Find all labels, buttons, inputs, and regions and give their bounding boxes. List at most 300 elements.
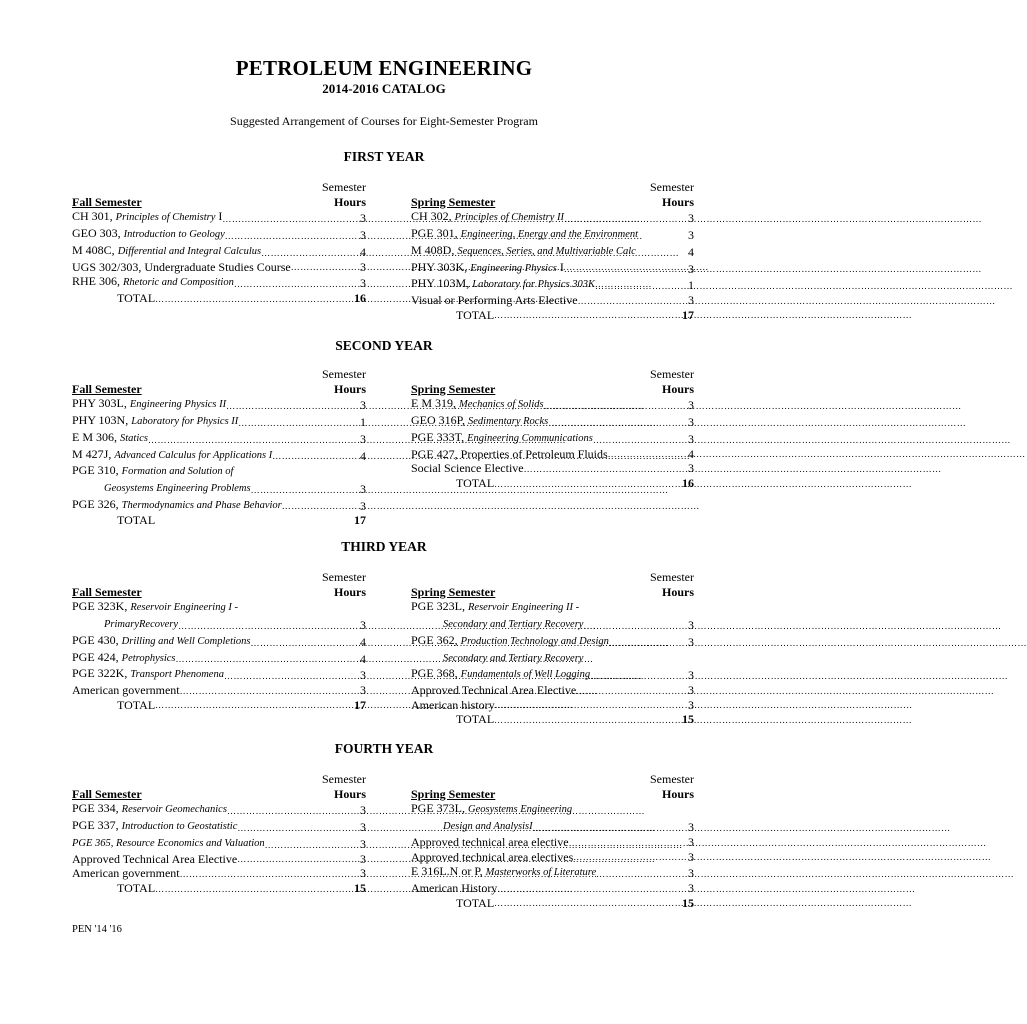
dot-leader: [261, 247, 360, 260]
course-label: [443, 650, 583, 667]
course-code: PGE 310,: [72, 463, 119, 478]
course-hours: 3: [360, 803, 366, 818]
course-label: [72, 226, 225, 243]
course-label: [72, 633, 251, 650]
course-row: [72, 835, 366, 852]
dot-leader: [593, 434, 688, 447]
dot-leader: [564, 263, 688, 276]
course-label: [72, 497, 282, 514]
course-name: Reservoir Engineering I -: [130, 602, 238, 614]
course-code: M 408C,: [72, 242, 115, 257]
course-row: [72, 480, 366, 497]
course-code: GEO 316P,: [411, 413, 466, 428]
course-row: [411, 633, 694, 650]
hours-header-label: Hours: [661, 381, 694, 396]
semester-title-row: [411, 382, 694, 397]
dot-leader: [494, 478, 682, 491]
course-hours: 3: [360, 820, 366, 835]
course-name: Differential and Integral Calculus: [117, 245, 262, 257]
dot-leader: [225, 230, 360, 243]
course-row: [72, 463, 366, 480]
course-label: [411, 835, 569, 850]
dot-leader: [272, 450, 360, 463]
course-name: Design and AnalysisI: [443, 821, 533, 833]
course-hours: 3: [688, 849, 694, 864]
course-name: Thermodynamics and Phase Behavior: [121, 499, 282, 511]
course-name: Secondary and Tertiary Recovery: [443, 652, 584, 664]
dot-leader: [495, 699, 688, 712]
total-row: [72, 698, 366, 713]
dot-leader: [148, 434, 360, 447]
semester-name: Spring Semester: [411, 584, 496, 599]
course-name: PGE 365, Resource Economics and Valuation: [72, 837, 265, 849]
course-label: [72, 666, 224, 683]
course-row: [72, 599, 366, 616]
course-label: [72, 260, 291, 275]
course-hours: 3: [360, 431, 366, 446]
course-label: [104, 480, 251, 497]
dot-leader: [576, 685, 688, 698]
course-code: PGE 334,: [72, 801, 119, 816]
semester-title-row: [411, 585, 694, 600]
year-heading: FIRST YEAR: [343, 149, 425, 164]
course-hours: 3: [688, 211, 694, 226]
course-name: Laboratory for Physics 303K: [472, 279, 596, 291]
course-row: [411, 396, 694, 413]
course-label: [72, 209, 222, 226]
course-code: American History: [411, 880, 498, 895]
total-hours: 17: [682, 307, 694, 322]
course-suffix: I: [556, 259, 564, 274]
dot-leader: [494, 897, 682, 910]
course-hours: 3: [688, 880, 694, 895]
course-name: Drilling and Well Completions: [121, 635, 251, 647]
course-label: [72, 835, 265, 852]
total-row: [72, 881, 366, 896]
course-row: [411, 293, 694, 308]
course-label: [411, 698, 495, 713]
spring-semester-column: [411, 180, 694, 322]
course-code: PGE 337,: [72, 818, 119, 833]
course-code: American history: [411, 697, 495, 712]
course-row: [72, 866, 366, 881]
total-label: TOTAL: [456, 895, 495, 910]
course-code: American government: [72, 866, 180, 881]
course-row: [72, 683, 366, 698]
semester-title-row: [411, 195, 694, 210]
course-name: Laboratory for Physics II: [131, 416, 239, 428]
total-label: TOTAL: [117, 880, 156, 895]
course-row: [72, 274, 366, 291]
dot-leader: [533, 822, 688, 835]
course-row: [72, 633, 366, 650]
course-row: [411, 835, 694, 850]
course-code: PGE 301,: [411, 226, 458, 241]
dot-leader: [226, 400, 360, 413]
course-row: [411, 413, 694, 430]
course-label: [72, 274, 234, 291]
page-title: PETROLEUM ENGINEERING: [235, 56, 533, 80]
course-name: Sedimentary Rocks: [468, 416, 549, 428]
course-code: PGE 326,: [72, 496, 119, 511]
year-heading: FOURTH YEAR: [334, 741, 434, 756]
course-name: Engineering Physics II: [129, 399, 227, 411]
dot-leader: [573, 851, 688, 864]
course-row: [411, 698, 694, 713]
course-code: PGE 323K,: [72, 599, 128, 614]
dot-leader: [237, 853, 360, 866]
course-name: Sequences, Series, and Multivariable Calc: [457, 245, 636, 257]
course-code: CH 302,: [411, 209, 452, 224]
course-code: CH 301,: [72, 209, 113, 224]
semester-title-row: [72, 195, 366, 210]
course-hours: 3: [688, 866, 694, 881]
course-code: Approved Technical Area Elective: [411, 682, 577, 697]
course-hours: 1: [360, 415, 366, 430]
dot-leader: [176, 653, 360, 666]
course-label: [104, 616, 178, 633]
course-name: Principles of Chemistry II: [454, 212, 565, 224]
course-hours: 3: [360, 228, 366, 243]
course-code: E M 319,: [411, 396, 456, 411]
course-row: [72, 430, 366, 447]
course-hours: 3: [688, 634, 694, 649]
program-intro: Suggested Arrangement of Courses for Eight-Semester Program: [230, 114, 538, 128]
course-hours: 3: [360, 211, 366, 226]
dot-leader: [180, 685, 360, 698]
course-code: PGE 323L,: [411, 599, 465, 614]
course-hours: 3: [688, 461, 694, 476]
semester-name: Spring Semester: [411, 381, 496, 396]
course-hours: 3: [688, 668, 694, 683]
course-name: Formation and Solution of: [121, 466, 234, 478]
semester-name: Spring Semester: [411, 194, 496, 209]
dot-leader: [222, 213, 360, 226]
course-name: Geosystems Engineering Problems: [104, 482, 251, 494]
course-row: [411, 260, 694, 277]
course-row: [72, 852, 366, 867]
course-row: [411, 276, 694, 293]
course-row: [411, 801, 694, 818]
total-row: [411, 896, 694, 911]
dot-leader: [227, 805, 360, 818]
total-label: TOTAL: [456, 475, 495, 490]
course-hours: 3: [360, 851, 366, 866]
course-code: E M 306,: [72, 429, 117, 444]
fall-semester-column: [72, 180, 366, 306]
total-label: TOTAL: [117, 513, 156, 528]
course-name: Petrophysics: [121, 652, 176, 664]
course-hours: 3: [360, 259, 366, 274]
hours-header-label: Hours: [333, 786, 366, 801]
course-hours: 3: [688, 228, 694, 243]
course-label: [411, 881, 497, 896]
dot-leader: [548, 417, 688, 430]
course-hours: 3: [688, 834, 694, 849]
course-label: [72, 243, 261, 260]
course-row: [411, 430, 694, 447]
course-label: [72, 413, 238, 430]
course-label: [411, 666, 590, 683]
course-label: [443, 616, 583, 633]
dot-leader: [237, 822, 360, 835]
course-hours: 3: [360, 866, 366, 881]
course-label: [411, 226, 638, 243]
course-row: [72, 226, 366, 243]
course-label: [411, 430, 593, 447]
course-hours: 3: [688, 398, 694, 413]
course-name: Transport Phenomena: [130, 669, 224, 681]
course-hours: 1: [688, 278, 694, 293]
semester-name: Fall Semester: [72, 381, 142, 396]
course-hours: 3: [360, 836, 366, 851]
semester-header-label: Semester: [322, 367, 366, 381]
semester-name: Fall Semester: [72, 584, 142, 599]
course-name: Reservoir Geomechanics: [121, 804, 227, 816]
total-hours: 17: [354, 697, 366, 712]
dot-leader: [569, 837, 688, 850]
dot-leader: [224, 670, 360, 683]
course-name: Engineering Communications: [467, 432, 593, 444]
course-row: [411, 226, 694, 243]
course-hours: 3: [688, 682, 694, 697]
semester-header-label: Semester: [322, 180, 366, 194]
course-hours: 3: [360, 498, 366, 513]
dot-leader: [544, 400, 688, 413]
course-row: [411, 616, 694, 633]
course-code: PGE 322K,: [72, 666, 128, 681]
course-name: Introduction to Geology: [123, 229, 225, 241]
dot-leader: [524, 463, 688, 476]
course-row: [411, 850, 694, 865]
semester-header-label: Semester: [650, 772, 694, 786]
course-code: PGE 373L,: [411, 801, 465, 816]
course-hours: 3: [688, 618, 694, 633]
course-label: [72, 866, 180, 881]
course-row: [72, 209, 366, 226]
course-name: Engineering, Energy and the Environment: [460, 229, 639, 241]
course-code: PGE 427,: [411, 446, 458, 461]
course-hours: 4: [688, 446, 694, 461]
course-label: [72, 430, 148, 447]
total-row: [411, 712, 694, 727]
hours-header-label: Hours: [661, 584, 694, 599]
course-row: [72, 260, 366, 275]
course-label: [443, 818, 533, 835]
course-label: [72, 447, 272, 464]
fall-semester-column: [72, 367, 366, 528]
dot-leader: [155, 293, 354, 306]
total-label: TOTAL: [117, 290, 156, 305]
semester-header-label: Semester: [650, 367, 694, 381]
total-hours: 15: [354, 880, 366, 895]
course-label: [411, 413, 548, 430]
course-row: [72, 243, 366, 260]
hours-header-label: Hours: [661, 194, 694, 209]
dot-leader: [251, 484, 360, 497]
course-row: [411, 461, 694, 476]
course-hours: 4: [360, 651, 366, 666]
course-hours: 3: [360, 618, 366, 633]
course-name: Engineering Physics: [470, 262, 557, 274]
course-name: Reservoir Engineering II -: [468, 602, 580, 614]
total-hours: 16: [682, 475, 694, 490]
course-label: [72, 463, 233, 480]
course-name: Secondary and Tertiary Recovery: [443, 619, 584, 631]
total-label: TOTAL: [456, 712, 495, 727]
course-hours: 3: [360, 682, 366, 697]
course-row: [72, 447, 366, 464]
dot-leader: [238, 417, 360, 430]
course-row: [411, 650, 694, 667]
course-name: Fundamentals of Well Logging: [460, 669, 591, 681]
course-hours: 3: [360, 668, 366, 683]
total-label: TOTAL: [456, 307, 495, 322]
course-code: Visual or Performing Arts Elective: [411, 292, 578, 307]
course-code: PGE 430,: [72, 632, 119, 647]
dot-leader: [155, 883, 354, 896]
total-label: TOTAL: [117, 697, 156, 712]
dot-leader: [251, 637, 361, 650]
course-label: [411, 683, 576, 698]
dot-leader: [494, 309, 682, 322]
total-row: [72, 291, 366, 306]
hours-header-label: Hours: [333, 194, 366, 209]
catalog-subtitle: 2014-2016 CATALOG: [322, 81, 446, 96]
course-code: Approved Technical Area Elective: [72, 851, 238, 866]
dot-leader: [583, 620, 688, 633]
course-code: Approved technical area electives: [411, 849, 574, 864]
course-label: [72, 818, 237, 835]
course-name: Mechanics of Solids: [459, 399, 544, 411]
course-row: [72, 413, 366, 430]
course-label: [411, 864, 596, 881]
dot-leader: [595, 280, 688, 293]
course-hours: 4: [360, 634, 366, 649]
hours-header-label: Hours: [661, 786, 694, 801]
course-row: [72, 801, 366, 818]
dot-leader: [265, 839, 360, 852]
course-suffix: I: [215, 209, 223, 224]
course-code: RHE 306,: [72, 274, 120, 289]
course-code: American government: [72, 682, 180, 697]
fall-semester-column: [72, 772, 366, 896]
semester-title-row: [72, 585, 366, 600]
course-hours: 3: [360, 276, 366, 291]
course-row: [72, 396, 366, 413]
semester-header-label: Semester: [650, 180, 694, 194]
course-row: [411, 666, 694, 683]
course-label: [411, 461, 524, 476]
dot-leader: [590, 670, 688, 683]
course-hours: 4: [688, 244, 694, 259]
course-code: Approved technical area elective: [411, 834, 569, 849]
hours-header-label: Hours: [333, 584, 366, 599]
course-code: PGE 368,: [411, 666, 458, 681]
course-code: E 316L.N or P,: [411, 864, 483, 879]
course-row: [411, 243, 694, 260]
semester-header-label: Semester: [322, 570, 366, 584]
course-name: PrimaryRecovery: [104, 619, 179, 631]
course-code: Social Science Elective: [411, 461, 524, 476]
semester-name: Fall Semester: [72, 786, 142, 801]
course-hours: 3: [688, 431, 694, 446]
course-row: [411, 864, 694, 881]
course-label: [72, 683, 180, 698]
semester-title-row: [411, 787, 694, 802]
dot-leader: [155, 699, 354, 712]
semester-name: Fall Semester: [72, 194, 142, 209]
total-row: [411, 308, 694, 323]
course-hours: 3: [688, 820, 694, 835]
dot-leader: [578, 295, 688, 308]
course-row: [72, 497, 366, 514]
course-label: [411, 293, 578, 308]
year-heading: THIRD YEAR: [341, 539, 427, 554]
total-row: [411, 476, 694, 491]
dot-leader: [608, 448, 688, 461]
course-name: Introduction to Geostatistic: [121, 821, 238, 833]
spring-semester-column: [411, 367, 694, 491]
course-hours: 3: [688, 261, 694, 276]
course-label: [72, 852, 237, 867]
course-label: [411, 633, 609, 650]
total-hours: 16: [354, 290, 366, 305]
semester-header-label: Semester: [322, 772, 366, 786]
course-name: Masterworks of Literature: [485, 867, 597, 879]
dot-leader: [178, 620, 360, 633]
dot-leader: [494, 714, 682, 727]
course-name: Production Technology and Design: [460, 635, 609, 647]
course-label: [411, 850, 573, 865]
course-row: [72, 666, 366, 683]
course-hours: 3: [360, 398, 366, 413]
dot-leader: [291, 261, 360, 274]
total-row: [72, 513, 366, 528]
course-hours: 4: [360, 448, 366, 463]
course-label: [72, 650, 176, 667]
course-row: [411, 818, 694, 835]
course-label: [72, 801, 227, 818]
semester-title-row: [72, 787, 366, 802]
course-code: PHY 303K,: [411, 259, 468, 274]
dot-leader: [609, 637, 688, 650]
course-label: [411, 276, 595, 293]
total-hours: 15: [682, 895, 694, 910]
semester-header-label: Semester: [650, 570, 694, 584]
dot-leader: [497, 883, 688, 896]
dot-leader: [234, 278, 360, 291]
course-label: [411, 801, 572, 818]
course-code: PHY 103N,: [72, 413, 129, 428]
spring-semester-column: [411, 772, 694, 910]
course-hours: 4: [360, 244, 366, 259]
spring-semester-column: [411, 570, 694, 727]
course-row: [411, 209, 694, 226]
course-hours: 3: [688, 415, 694, 430]
course-name: Advanced Calculus for Applications I: [114, 449, 273, 461]
course-code: GEO 303,: [72, 226, 121, 241]
year-heading: SECOND YEAR: [335, 338, 433, 353]
course-label: [411, 396, 544, 413]
course-row: [72, 616, 366, 633]
course-row: [411, 599, 694, 616]
page-footer: PEN '14 '16: [72, 924, 122, 935]
course-hours: 3: [688, 292, 694, 307]
course-code: PHY 103M,: [411, 276, 470, 291]
course-label: [411, 599, 579, 616]
course-code: PGE 362,: [411, 632, 458, 647]
